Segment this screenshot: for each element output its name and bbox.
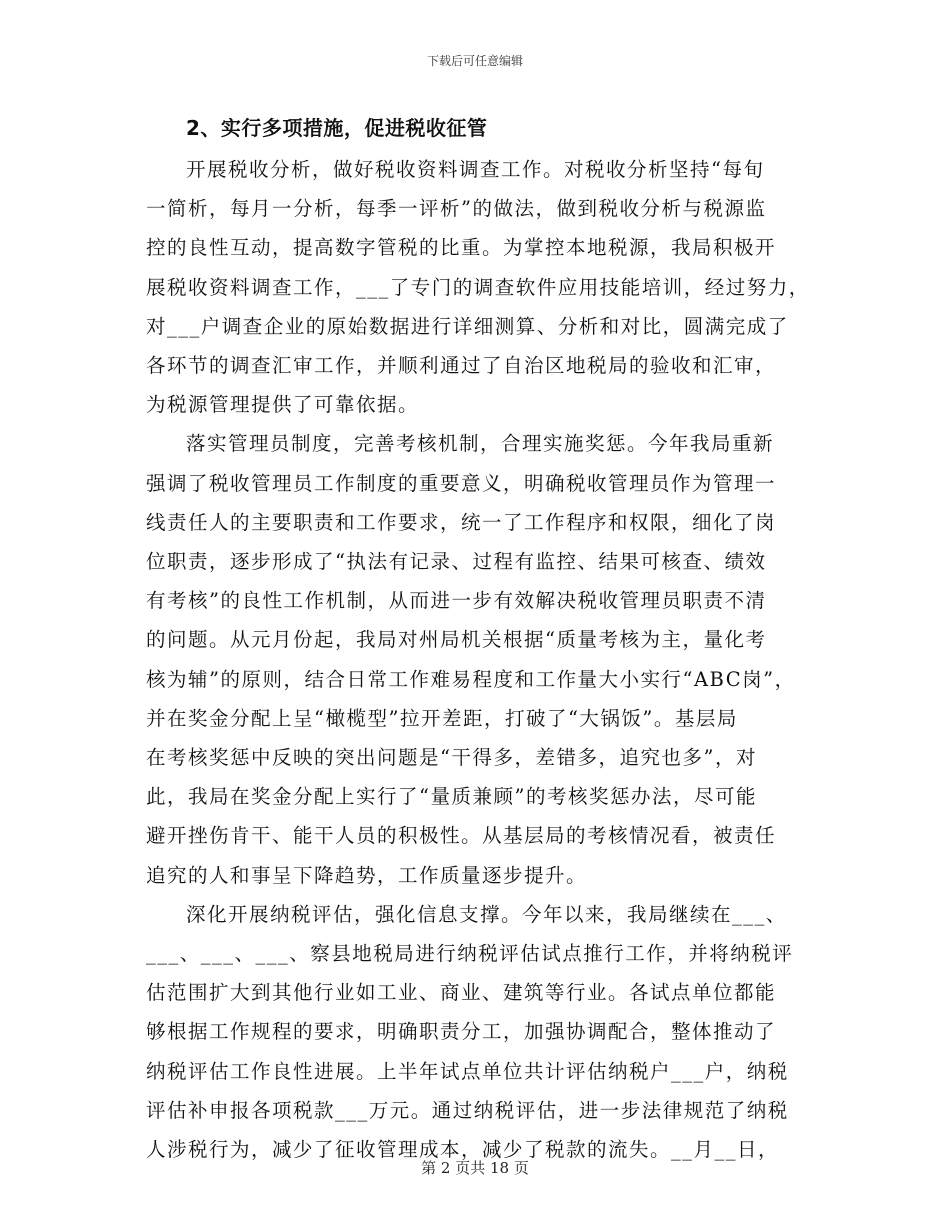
body-line: 各环节的调查汇审工作，并顺利通过了自治区地税局的验收和汇审， [146, 354, 777, 377]
body-line: 展税收资料调查工作，___了专门的调查软件应用技能培训，经过努力， [146, 276, 810, 299]
body-line: 估范围扩大到其他行业如工业、商业、建筑等行业。各试点单位都能 [146, 981, 777, 1004]
body-line: 在考核奖惩中反映的突出问题是“干得多，差错多，追究也多”，对 [146, 746, 757, 769]
body-line: 位职责，逐步形成了“执法有记录、过程有监控、结果可核查、绩效 [146, 550, 767, 573]
body-line: 评估补申报各项税款___万元。通过纳税评估，进一步法律规范了纳税 [146, 1099, 789, 1122]
body-line: 对___户调查企业的原始数据进行详细测算、分析和对比，圆满完成了 [146, 315, 789, 338]
body-line: 有考核”的良性工作机制，从而进一步有效解决税收管理员职责不清 [146, 589, 767, 612]
body-line: 落实管理员制度，完善考核机制，合理实施奖惩。今年我局重新 [186, 432, 775, 455]
body-line: 追究的人和事呈下降趋势，工作质量逐步提升。 [146, 864, 588, 887]
body-line: 线责任人的主要职责和工作要求，统一了工作程序和权限，细化了岗 [146, 511, 777, 534]
section-heading: 2、实行多项措施，促进税收征管 [186, 116, 488, 140]
body-line: 为税源管理提供了可靠依据。 [146, 393, 420, 416]
body-line: 控的良性互动，提高数字管税的比重。为掌控本地税源，我局积极开 [146, 236, 777, 259]
body-line: 核为辅”的原则，结合日常工作难易程度和工作量大小实行“ABC岗”， [146, 668, 796, 691]
body-line: 此，我局在奖金分配上实行了“量质兼顾”的考核奖惩办法，尽可能 [146, 785, 757, 808]
body-line: 强调了税收管理员工作制度的重要意义，明确税收管理员作为管理一 [146, 472, 777, 495]
body-line: 一简析，每月一分析，每季一评析”的做法，做到税收分析与税源监 [146, 197, 767, 220]
page-footer: 第 2 页共 18 页 [421, 1159, 529, 1177]
page-header: 下载后可任意编辑 [426, 54, 523, 68]
body-line: 避开挫伤肯干、能干人员的积极性。从基层局的考核情况看，被责任 [146, 824, 777, 847]
body-line: ___、___、___、察县地税局进行纳税评估试点推行工作，并将纳税评 [146, 942, 794, 965]
body-line: 开展税收分析，做好税收资料调查工作。对税收分析坚持“每旬 [186, 158, 765, 181]
body-line: 的问题。从元月份起，我局对州局机关根据“质量考核为主，量化考 [146, 628, 767, 651]
body-line: 人涉税行为，减少了征收管理成本，减少了税款的流失。__月__日， [146, 1138, 780, 1161]
body-line: 并在奖金分配上呈“橄榄型”拉开差距，打破了“大锅饭”。基层局 [146, 707, 738, 730]
body-line: 纳税评估工作良性进展。上半年试点单位共计评估纳税户___户，纳税 [146, 1060, 789, 1083]
body-line: 够根据工作规程的要求，明确职责分工，加强协调配合，整体推动了 [146, 1020, 777, 1043]
body-line: 深化开展纳税评估，强化信息支撑。今年以来，我局继续在___、 [186, 903, 787, 926]
